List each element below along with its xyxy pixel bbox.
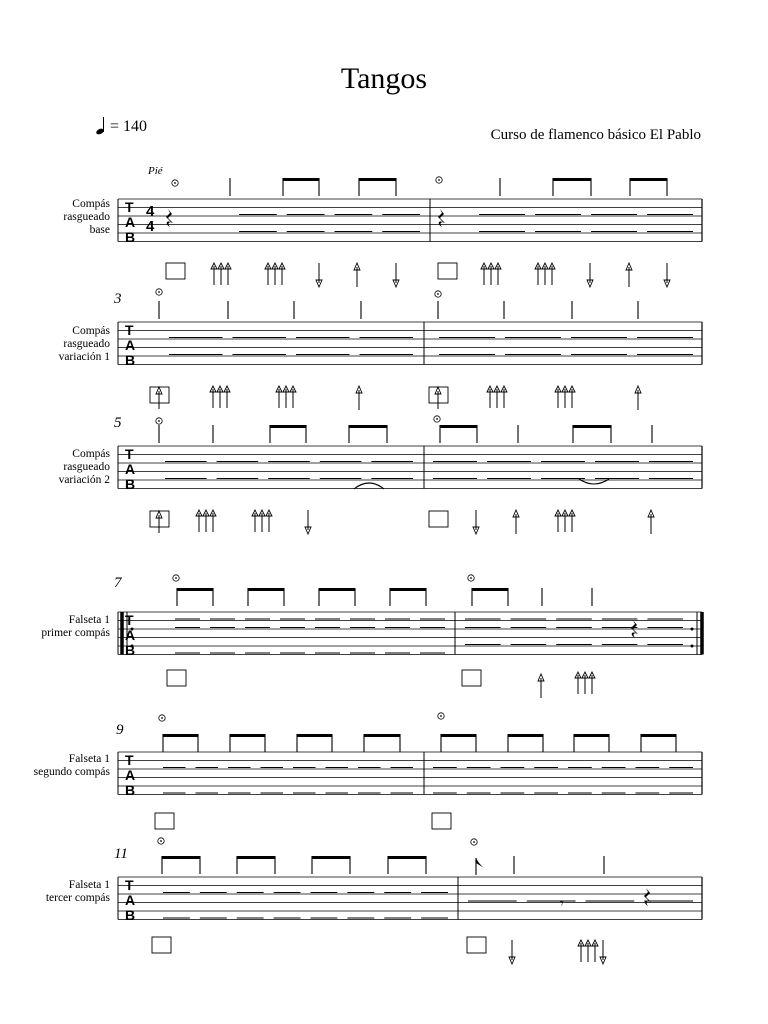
eighth-note-flag-icon	[476, 858, 484, 875]
pulgar-box-icon	[429, 511, 448, 527]
time-signature-top: 4	[146, 203, 155, 220]
golpe-marker-icon	[438, 713, 444, 719]
golpe-marker-icon	[156, 418, 162, 424]
rasgueado-arrows-icon	[210, 386, 230, 408]
rasgueado-arrows-icon	[481, 263, 501, 285]
beam-icon	[359, 178, 396, 196]
strum-down-arrow-icon	[587, 263, 593, 287]
beam-icon	[230, 734, 265, 752]
beam-icon	[573, 425, 611, 443]
system-label-5: Falseta 1 segundo compás	[33, 753, 110, 778]
golpe-marker-icon	[172, 180, 178, 186]
tab-clef-t: T	[125, 612, 134, 628]
measure-number-11: 11	[114, 846, 128, 862]
tab-staff	[118, 612, 702, 655]
strum-up-arrow-icon	[635, 386, 641, 410]
pulgar-box-icon	[152, 937, 171, 953]
beam-icon	[441, 734, 476, 752]
beam-icon	[177, 588, 213, 606]
golpe-marker-icon	[468, 575, 474, 581]
tab-clef-t: T	[125, 446, 134, 462]
tab-clef-t: T	[125, 752, 134, 768]
beam-icon	[237, 856, 275, 874]
system-label-3: Compás rasgueado variación 2	[58, 448, 110, 486]
pulgar-box-icon	[166, 263, 185, 279]
beam-icon	[388, 856, 426, 874]
tab-clef-a: A	[125, 892, 136, 908]
beam-icon	[641, 734, 676, 752]
beam-icon	[440, 425, 477, 443]
beam-icon	[162, 856, 200, 874]
golpe-marker-icon	[158, 838, 164, 844]
strum-down-arrow-icon	[600, 940, 606, 964]
strum-down-arrow-icon	[316, 263, 322, 287]
repeat-barline-icon	[691, 612, 703, 655]
tab-clef-b: B	[125, 229, 136, 245]
rasgueado-arrows-icon	[555, 386, 575, 408]
system-label-1: Compás rasgueado base	[63, 198, 110, 236]
tab-staff	[118, 752, 702, 795]
golpe-marker-icon	[173, 575, 179, 581]
tab-clef-a: A	[125, 214, 136, 230]
measure-number-3: 3	[114, 291, 122, 307]
pulgar-box-icon	[155, 813, 174, 829]
pulgar-box-icon	[467, 937, 486, 953]
strum-down-arrow-icon	[393, 263, 399, 287]
tab-staff	[118, 199, 702, 242]
tab-clef-t: T	[125, 199, 134, 215]
time-signature-bottom: 4	[146, 218, 155, 235]
strum-up-arrow-icon	[435, 387, 441, 409]
system-label-4: Falseta 1 primer compás	[41, 614, 110, 639]
beam-icon	[312, 856, 350, 874]
strum-down-arrow-icon	[305, 510, 311, 534]
golpe-marker-icon	[159, 715, 165, 721]
system-label-6: Falseta 1 tercer compás	[45, 879, 110, 904]
beam-icon	[364, 734, 400, 752]
pulgar-box-icon	[438, 263, 457, 279]
tab-staff	[118, 446, 702, 489]
golpe-marker-icon	[471, 839, 477, 845]
pulgar-box-icon	[432, 813, 451, 829]
rasgueado-arrows-icon	[535, 263, 555, 285]
strum-up-arrow-icon	[513, 510, 519, 534]
score-title: Tangos	[340, 62, 428, 95]
eighth-rest-icon: 𝄾	[560, 896, 564, 912]
tab-clef-t: T	[125, 322, 134, 338]
tab-clef-b: B	[125, 782, 136, 798]
beam-icon	[349, 425, 387, 443]
beam-icon	[319, 588, 355, 606]
tempo-text: = 140	[110, 118, 148, 135]
rasgueado-arrows-icon	[211, 263, 231, 285]
beam-icon	[163, 734, 198, 752]
tab-staff	[118, 877, 702, 920]
rasgueado-arrows-icon	[252, 510, 272, 532]
tab-clef-b: B	[125, 352, 136, 368]
beam-icon	[508, 734, 543, 752]
strum-up-arrow-icon	[648, 510, 654, 534]
golpe-marker-icon	[434, 416, 440, 422]
tab-clef-b: B	[125, 642, 136, 658]
beam-icon	[390, 588, 426, 606]
beam-icon	[574, 734, 609, 752]
measure-number-5: 5	[114, 415, 122, 431]
rasgueado-arrows-icon	[276, 386, 296, 408]
tab-clef-b: B	[125, 907, 136, 923]
golpe-marker-icon	[436, 177, 442, 183]
strum-down-arrow-icon	[664, 263, 670, 287]
composer-credit: Curso de flamenco básico El Pablo	[490, 127, 701, 143]
measure-number-7: 7	[114, 575, 122, 591]
measure-number-9: 9	[116, 722, 124, 738]
golpe-marker-icon	[435, 291, 441, 297]
strum-up-arrow-icon	[156, 387, 162, 409]
tab-staff	[118, 322, 702, 365]
rasgueado-arrows-icon	[555, 510, 575, 532]
strum-up-arrow-icon	[626, 263, 632, 287]
rest-icon	[644, 888, 651, 906]
system-label-2: Compás rasgueado variación 1	[58, 325, 110, 363]
tab-clef-t: T	[125, 877, 134, 893]
tab-clef-a: A	[125, 461, 136, 477]
rasgueado-arrows-icon	[578, 940, 598, 962]
golpe-marker-icon	[156, 289, 162, 295]
pie-marking: Pié	[148, 165, 163, 177]
tab-clef-b: B	[125, 476, 136, 492]
strum-up-arrow-icon	[354, 263, 360, 287]
strum-down-arrow-icon	[473, 510, 479, 534]
strum-down-arrow-icon	[509, 940, 515, 964]
tab-clef-a: A	[125, 767, 136, 783]
beam-icon	[472, 588, 508, 606]
beam-icon	[553, 178, 591, 196]
pulgar-box-icon	[462, 670, 481, 686]
rasgueado-arrows-icon	[196, 510, 216, 532]
beam-icon	[630, 178, 667, 196]
tab-clef-a: A	[125, 337, 136, 353]
strum-up-arrow-icon	[538, 674, 544, 698]
beam-icon	[297, 734, 332, 752]
tab-clef-a: A	[125, 627, 136, 643]
beam-icon	[283, 178, 319, 196]
beam-icon	[248, 588, 284, 606]
beam-icon	[270, 425, 306, 443]
strum-up-arrow-icon	[356, 386, 362, 410]
strum-up-arrow-icon	[156, 511, 162, 533]
rasgueado-arrows-icon	[487, 386, 507, 408]
rasgueado-arrows-icon	[265, 263, 285, 285]
rasgueado-arrows-icon	[575, 672, 595, 694]
pulgar-box-icon	[167, 670, 186, 686]
